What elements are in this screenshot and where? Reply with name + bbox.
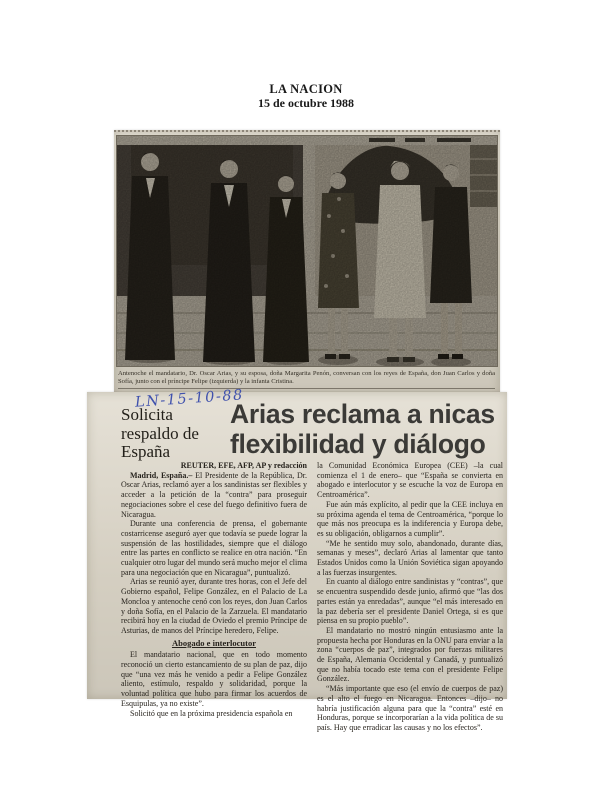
article-column-left (121, 461, 307, 733)
article-paragraph: El mandatario no mostró ningún entusiasmo ante la propuesta hecha por Honduras en la ONU para enviar a la zona “cuerpos de paz”, integrados por fuerzas militares de España, Alemania Occidental y Canadá, y puntualizó que no había tocado este tema con el presidente Felipe González. (317, 625, 503, 684)
photo-clipping (114, 130, 500, 394)
article-paragraph: Arias se reunió ayer, durante tres horas, con el Jefe del Gobierno español, Felipe González, en el Palacio de La Moncloa y antenoche cenó con los reyes, don Juan Carlos y doña Sofía, en el Palacio de la Zarzuela. El mandatario recibirá hoy en la ciudad de Oviedo el premio Príncipe de Asturias, de manos del Príncipe heredero, Felipe. (121, 577, 307, 635)
article-paragraph: la Comunidad Económica Europea (CEE) –la cual comienza el 1 de enero– que “España se convierta en abogado e interlocutor y se escuche la voz de Europa en Centroamérica”. (317, 461, 503, 500)
article-headline: Arias reclama a nicas flexibilidad y diálogo (230, 399, 495, 459)
article-paragraph: Fue aún más explícito, al pedir que la CEE incluya en su próxima agenda el tema de Centroamérica, “porque lo que más nos preocupa es la indiferencia y Europa debe, es su obligación, obligarnos a cumplir”. (317, 499, 503, 538)
article-subhead: Abogado e interlocutor (171, 637, 257, 648)
article-column-right (317, 461, 503, 733)
article-clipping (87, 387, 507, 732)
photo-grain-overlay (117, 136, 497, 366)
article-paragraph: En cuanto al diálogo entre sandinistas y “contras”, que se encuentra suspendido desde junio, afirmó que “las dos partes están ya enredadas”, aunque “el más interesado en la paz debería ser el presidente Daniel Ortega, si es que piensa en su propio pueblo”. (317, 577, 503, 626)
article-body (121, 461, 503, 733)
handwritten-date-annotation: LN-15-10-88 (134, 387, 245, 411)
article-paragraph: Durante una conferencia de prensa, el gobernante costarricense aseguró ayer que todavía se puede lograr la suspensión de las hostilidades, siempre que el diálogo entre las partes en conflicto se realice en otra nación. “En cualquier otro lugar del mundo será mucho mejor el clima para una negociación que en Nicaragua”, puntualizó. (121, 519, 307, 577)
article-paragraph: Solicitó que en la próxima presidencia española en (130, 708, 293, 718)
publication-name: LA NACION (269, 82, 343, 96)
news-photo-art (117, 136, 497, 366)
article-paragraph: Madrid, España.– El Presidente de la República, Dr. Oscar Arias, reclamó ayer a los sandinistas ser flexibles y acceder a la petición de la “contra” para proseguir negociaciones sobre el cese del fuego definitivo fuera de Nicaragua. (121, 470, 307, 519)
article-paragraph: El mandatario nacional, que en todo momento reconoció un cierto estancamiento de su plan de paz, dijo que “una vez más he venido a pedir a Felipe González aliento, estímulo, respaldo y solidaridad, porque la voluntad política que hubo para firmar los acuerdos de Esquipulas, ya no existe”. (121, 650, 307, 708)
news-photo (117, 136, 497, 366)
publication-date: 15 de octubre 1988 (257, 96, 355, 110)
article-byline: REUTER, EFE, AFP, AP y redacción (180, 461, 307, 470)
document-header (0, 82, 612, 110)
article-paragraph: “Más importante que eso (el envío de cuerpos de paz) es el alto el fuego en Nicaragua. Entonces –dijo– no habría justificación alguna para que la “contra” esté en Honduras, porque se incorporarían a la vida política de su país. Hay que erradicar las causas y no los efectos”. (317, 684, 503, 732)
article-kicker: Solicita respaldo de España (121, 405, 199, 461)
photo-caption: Antenoche el mandatario, Dr. Oscar Arias, y su esposa, doña Margarita Penón, conversan con los reyes de España, don Juan Carlos y doña Sofía, junto con el príncipe Felipe (izquierda) y la infanta Cristina. (118, 370, 495, 389)
article-paragraph: “Me he sentido muy solo, abandonado, durante días, semanas y meses”, declaró Arias al lamentar que tanto Estados Unidos como la Unión Soviética sigan apoyando a las fuerzas insurgentes. (317, 538, 503, 577)
